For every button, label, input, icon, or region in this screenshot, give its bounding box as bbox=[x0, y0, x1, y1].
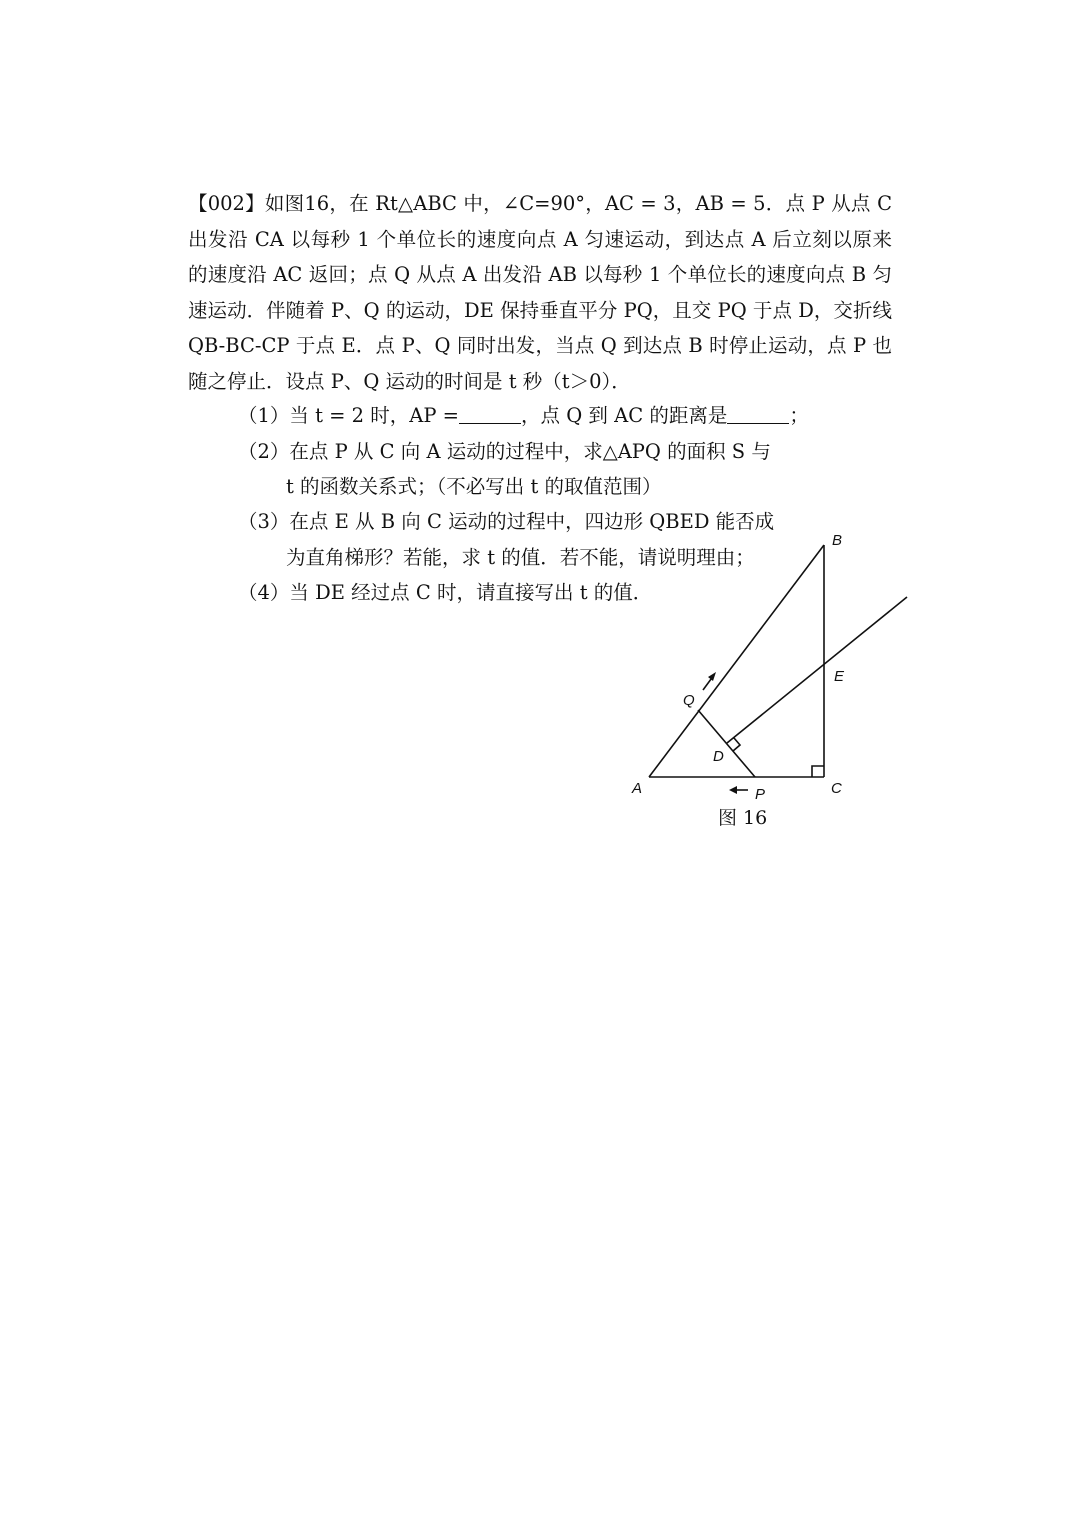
segment-pq bbox=[698, 710, 755, 777]
problem-intro: 如图16，在 bbox=[264, 192, 369, 215]
question-1-text-b: ，点 Q 到 AC 的距离是 bbox=[521, 404, 728, 427]
problem-given: 中，∠C=90°，AC = 3，AB = 5．点 P 从点 C 出发沿 CA 以每秒 1 个单位长的速度向点 A 匀速运动，到达点 A 后立刻以原来的速度沿 AC 返回；点 Q 从点 A 出发沿 AB 以每秒 1 个单位长的速度向点 B 匀速运动．伴随着 P、Q 的运动，DE 保持垂直平分 PQ，且交 PQ 于点 D，交折线 QB-BC-CP 于点 E．点 P、Q 同时出发，当点 Q 到达点 B 时停止运动，点 P 也随之停止．设点 P、Q 运动的时间是 t 秒（t＞0）． bbox=[188, 192, 892, 393]
arrow-p-head bbox=[729, 786, 737, 794]
label-b: B bbox=[832, 532, 843, 549]
question-3-line-2: 为直角梯形？若能，求 t 的值．若不能，请说明理由； bbox=[286, 546, 755, 569]
arrow-q-head bbox=[708, 672, 716, 681]
right-angle-mark-c bbox=[812, 766, 824, 777]
problem-triangle: Rt△ABC bbox=[375, 192, 457, 215]
question-2-line-2: t 的函数关系式；（不必写出 t 的取值范围） bbox=[286, 475, 662, 498]
label-c: C bbox=[831, 780, 842, 797]
line-de bbox=[727, 597, 907, 743]
question-1-text-a: （1）当 t = 2 时，AP = bbox=[238, 404, 460, 427]
question-1-text-c: ； bbox=[789, 404, 809, 427]
side-ab bbox=[649, 545, 824, 777]
label-a: A bbox=[632, 780, 643, 797]
problem-number: 【002】 bbox=[188, 192, 265, 215]
question-2-line-1: （2）在点 P 从 C 向 A 运动的过程中，求△APQ 的面积 S 与 bbox=[238, 440, 771, 463]
label-e: E bbox=[834, 668, 845, 685]
label-d: D bbox=[713, 748, 724, 765]
right-angle-mark-d bbox=[733, 738, 740, 751]
label-p: P bbox=[755, 786, 766, 803]
question-4: （4）当 DE 经过点 C 时，请直接写出 t 的值． bbox=[238, 581, 653, 604]
label-q: Q bbox=[683, 692, 695, 709]
figure-caption: 图 16 bbox=[718, 807, 768, 829]
question-3-line-1: （3）在点 E 从 B 向 C 运动的过程中，四边形 QBED 能否成 bbox=[238, 510, 775, 533]
